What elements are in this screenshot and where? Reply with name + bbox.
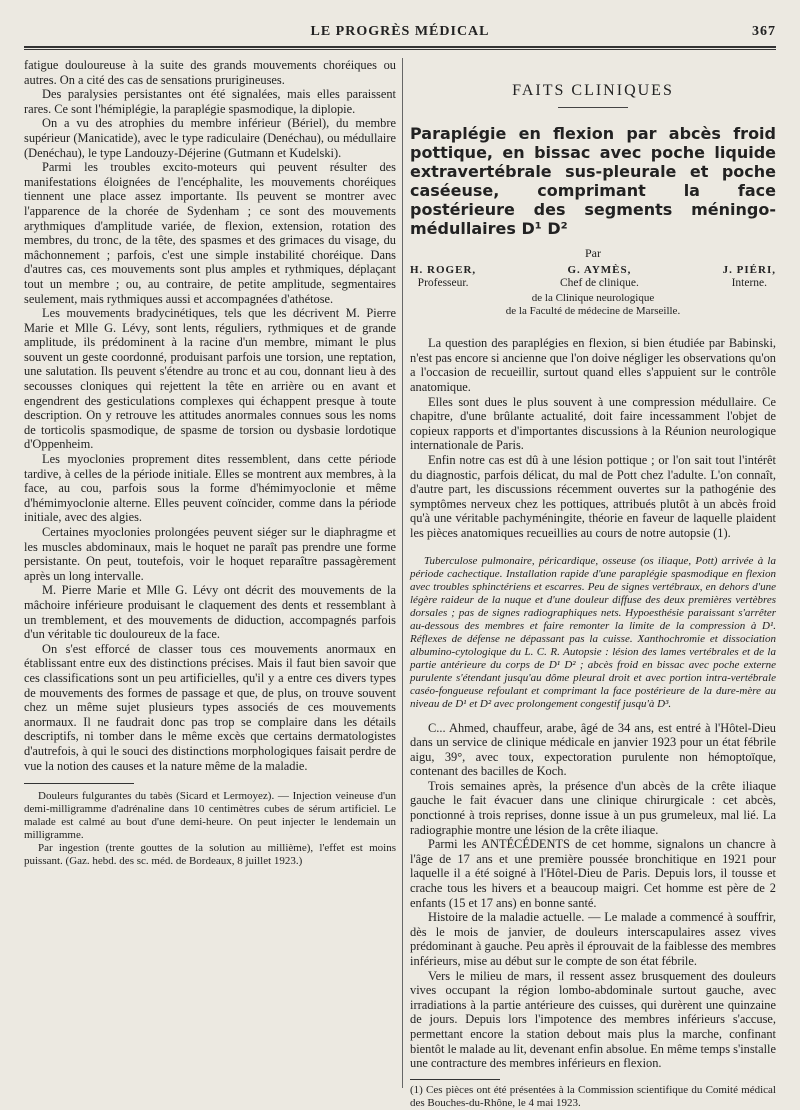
paragraph: Les mouvements bradycinétiques, tels que les décrivent M. Pierre Marie et Mlle G. Lévy, sont lents, réguliers, rythmiques et de grande amplitude, ils prédominent à la racine d'un membre, mimant le plus souvent un geste coordonné, produisant parfois une torsion, une reptation, une salutation. Ils peuvent s'étendre au tronc et au cou, donnant lieu à des secousses cloniques qui rejettent la tête en arrière ou en avant et engendrent des gesticulations complexes qui échappent presque à toute description. On y retrouve les attitudes anormales connues sous les noms de torticolis spasmodique, de spasme de torsion ou dysbasie lordotique d'Oppenheim. [24,306,396,452]
right-footnote: (1) Ces pièces ont été présentées à la Commission scientifique du Comité médical des Bouches-du-Rhône, le 4 mai 1923. [410,1083,776,1109]
column-divider [402,58,403,1088]
paragraph: Des paralysies persistantes ont été signalées, mais elles paraissent rares. Ce sont l'hémiplégie, la paraplégie spasmodique, la diplopie. [24,87,396,116]
paragraph: Trois semaines après, la présence d'un abcès de la crête iliaque gauche le fait évacuer dans une clinique chirurgicale : cet abcès, ponctionné à trois reprises, donne issue à un pus grumeleux, mal lié. La radiographie montre une lésion de la crête iliaque. [410,778,776,837]
left-footnote [24,790,396,868]
article-title: Paraplégie en flexion par abcès froid pottique, en bissac avec poche liquide extravertébrale sus-pleurale et poche caséeuse, comprimant la face postérieure des segments méningo-médullaires D¹ D² [410,123,776,238]
paragraph: C... Ahmed, chauffeur, arabe, âgé de 34 ans, est entré à l'Hôtel-Dieu dans un service de clinique médicale en janvier 1923 pour un état fébrile aigu, 39°, avec toux, expectoration purulente non hémoptoïque, contenant des bacilles de Koch. [410,720,776,779]
right-column [410,58,776,1109]
footnote-rule [24,783,134,784]
author [723,264,776,290]
paragraph: On a vu des atrophies du membre inférieur (Bériel), du membre supérieur (Manicatide), avec le type radiculaire (Denéchau), ou médullaire (Denéchau), le type Landouzy-Déjerine (Gutmann et Kudelski). [24,116,396,160]
case-abstract: Tuberculose pulmonaire, péricardique, osseuse (os iliaque, Pott) arrivée à la période cachectique. Installation rapide d'une paraplégie spasmodique en flexion avec troubles sphinctériens et escarres. Peu de signes vertébraux, en dehors d'une légère raideur de la nuque et d'une douleur diffuse des deux premières vertèbres dorsales ; pas de signes radiographiques nets. Hypoesthésie paraissant s'arrêter au-dessous des membres et faire remonter la limite de la compression à D¹. Réflexes de défense ne dépassant pas la cuisse. Xanthochromie et dissociation albumino-cytologique du L. C. R. Autopsie : lésion des lames vertébrales et de la partie antérieure du corps de D¹ D² ; abcès froid en bissac avec poche externe purulente s'étendant jusqu'au dôme pleural droit et avec portion intra-vertébrale caséo-fongueuse refoulant et comprimant la face postérieure de la dure-mère au niveau de D¹ et D² avec prolongement congestif jusqu'à D³. [410,554,776,710]
paragraph: Les myoclonies proprement dites ressemblent, dans cette période tardive, à celles de la période initiale. Elles se montrent aux membres, à la face, au cou, parfois sous la forme d'hémimyoclonie et même d'hémimyoclonie alterne. Elles peuvent coïncider, comme dans la période initiale, avec des algies. [24,452,396,525]
header-rule [24,46,776,50]
paragraph: Parmi les troubles excito-moteurs qui peuvent résulter des manifestations éloignées de l'encéphalite, les mouvements choréiques tiennent une place assez importante. Ils peuvent se montrer avec l'apparence de la chorée de Sydenham ; ce sont des mouvements arythmiques d'amplitude variée, de flexion, extension, rotation des membres, du tronc, de la tête, des spasmes et des grimaces du visage, du mâchonnement ; parfois, c'est une simple instabilité choréique. Dans d'autres cas, ces mouvements sont plus amples et rythmiques, déplaçant tout un membre ; ou, au contraire, de petite amplitude, segmentaires seulement, mais rythmiques aussi et accompagnées d'athétose. [24,160,396,306]
paragraph: fatigue douloureuse à la suite des grands mouvements choréiques ou autres. On a cité des cas de sensations prurigineuses. [24,58,396,87]
affiliation-line: de la Faculté de médecine de Marseille. [505,305,681,318]
author-name: J. PIÉRI, [722,264,776,277]
running-header [24,24,776,46]
paragraph: On s'est efforcé de classer tous ces mouvements anormaux en établissant entre eux des distinctions précises. Mais il faut bien savoir que ces classifications sont un peu artificielles, qu'il y a entre ces divers types de mouvements des formes de passage et que, de plus, on trouve souvent chez un même sujet plusieurs types associés de ces mouvements anormaux. Il ne faudrait donc pas trop se complaire dans les détails descriptifs, ni tomber dans le même excès que certains dermatologistes d'autrefois, à qui le souci des distinctions morphologiques faisait perdre de vue la notion des causes et la nature même de la maladie. [24,641,396,773]
paragraph: Certaines myoclonies prolongées peuvent siéger sur le diaphragme et les muscles abdominaux, mais le hoquet ne paraît pas prendre une forme persistante. On peut, toutefois, voir le hoquet reparaître passagèrement après un long intervalle. [24,525,396,583]
paragraph: M. Pierre Marie et Mlle G. Lévy ont décrit des mouvements de la mâchoire inférieure produisant le claquement des dents et ressemblant à un tremblement, et des mouvements de diduction, accompagnés parfois d'un véritable tic douloureux de la face. [24,583,396,642]
footnote-paragraph: Douleurs fulgurantes du tabès (Sicard et Lermoyez). — Injection veineuse d'un demi-milligramme d'adrénaline dans 10 centimètres cubes de sérum artificiel. Le malade est calmé au bout d'une demi-heure. On peut injecter le lendemain un milligramme. [24,790,396,842]
paragraph: Parmi les ANTÉCÉDENTS de cet homme, signalons un chancre à l'âge de 17 ans et une première poussée bronchitique en 1921 pour laquelle il a été soigné à l'Hôtel-Dieu de Paris. Depuis lors, il tousse et crache tous les hivers et a beaucoup maigri. Cet homme est père de 2 enfants (15 et 17 ans) en bonne santé. [410,837,776,910]
page-number: 367 [752,24,776,39]
author [410,264,476,290]
paragraph: Histoire de la maladie actuelle. — Le malade a commencé à souffrir, dès le mois de janvier, de douleurs interscapulaires assez vives prédominant à gauche. Peu après il éprouvait de la faiblesse des membres inférieurs, mise au début sur le compte de son état fébrile. [410,910,776,968]
author-name: G. AYMÈS, [567,264,632,277]
affiliation [410,292,776,318]
footnote-rule [410,1079,500,1080]
author [560,264,639,290]
affiliation-line: de la Clinique neurologique [531,292,655,305]
paragraph: Elles sont dues le plus souvent à une compression médullaire. Ce chapitre, d'une brûlante actualité, doit faire incessamment l'objet de copieux rapports et d'importantes discussions à la Réunion neurologique internationale de Paris. [410,394,776,453]
author-role: Chef de clinique. [559,277,639,290]
author-name: H. ROGER, [410,264,477,277]
author-role: Interne. [731,277,768,290]
paragraph: Enfin notre cas est dû à une lésion pottique ; or l'on sait tout l'intérêt du diagnostic, parfois délicat, du mal de Pott chez l'adulte. L'on connaît, d'autre part, les discussions récemment ouvertes sur la pathogénie des symptômes nerveux chez les pottiques, attribués plutôt à un abcès froid qu'à une véritable pachyméningite, théorie en faveur de laquelle plaident les pièces anatomiques recueillies au cours de notre autopsie (1). [410,452,776,540]
section-title: FAITS CLINIQUES [512,82,674,99]
paragraph: Vers le milieu de mars, il ressent assez brusquement des douleurs vives occupant la région lombo-abdominale surtout gauche, avec irradiations à la partie antérieure des cuisses, qui durèrent une quinzaine de jours. Depuis lors l'impotence des membres inférieurs s'accuse, permettant encore la station debout mais plus la marche, confinant bientôt le malade au lit, devenant enfin absolue. En même temps s'installe une contracture des membres inférieurs en flexion. [410,968,776,1071]
journal-title: LE PROGRÈS MÉDICAL [310,24,490,39]
authors [410,264,776,290]
left-column [24,58,396,1088]
byline-par: Par [585,245,601,260]
footnote-paragraph: Par ingestion (trente gouttes de la solution au millième), l'effet est moins puissant. (Gaz. hebd. des sc. méd. de Bordeaux, 8 juillet 1923.) [24,842,396,868]
paragraph: La question des paraplégies en flexion, si bien étudiée par Babinski, n'est pas encore si ancienne que l'on doive négliger les observations qu'on a l'occasion de recueillir, surtout quand elles s'appuient sur le contrôle anatomique. [410,336,776,394]
author-role: Professeur. [417,277,469,290]
section-rule [558,107,628,108]
